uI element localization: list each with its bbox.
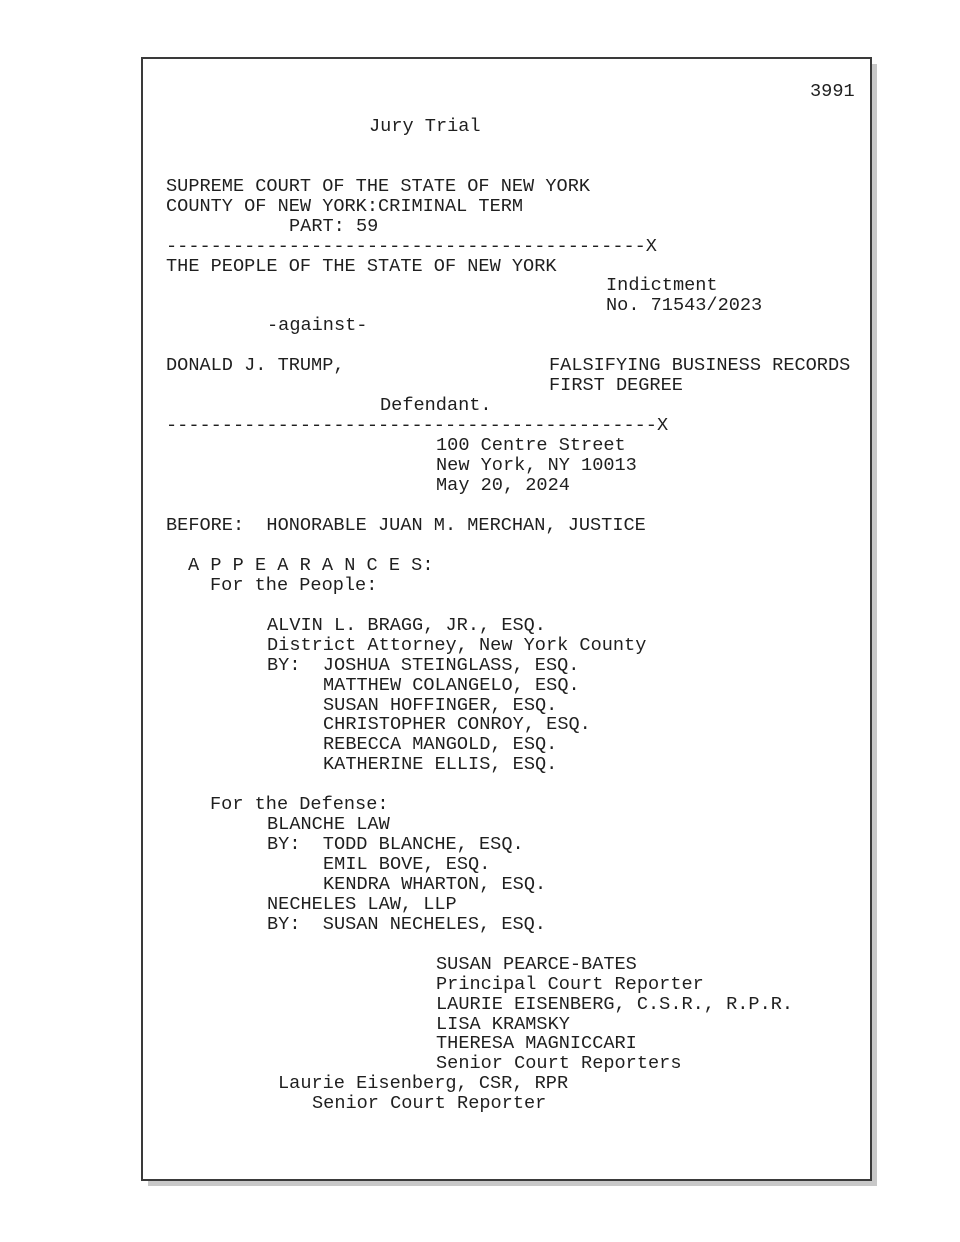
charge-line-1: FALSIFYING BUSINESS RECORDS xyxy=(549,355,851,376)
defendant-name: DONALD J. TRUMP, xyxy=(166,355,345,376)
reporter-line: THERESA MAGNICCARI xyxy=(436,1033,637,1054)
indictment-label: Indictment xyxy=(606,275,718,296)
people-attorney-line: CHRISTOPHER CONROY, ESQ. xyxy=(323,714,591,735)
caption-rule-bottom: --------------------------------------------X xyxy=(166,415,669,436)
appearances-heading: A P P E A R A N C E S: xyxy=(188,555,434,576)
defense-attorney-line: KENDRA WHARTON, ESQ. xyxy=(323,874,547,895)
before-line: BEFORE: HONORABLE JUAN M. MERCHAN, JUSTICE xyxy=(166,515,646,536)
people-attorney-line: ALVIN L. BRAGG, JR., ESQ. xyxy=(267,615,546,636)
page-number: 3991 xyxy=(810,81,855,102)
header-title: Jury Trial xyxy=(369,116,481,137)
people-attorney-line: REBECCA MANGOLD, ESQ. xyxy=(323,734,558,755)
reporter-line: Principal Court Reporter xyxy=(436,974,704,995)
reporter-line: LISA KRAMSKY xyxy=(436,1014,570,1035)
caption-rule-top: -------------------------------------------X xyxy=(166,236,657,257)
against-label: -against- xyxy=(267,315,368,336)
people-label: For the People: xyxy=(210,575,378,596)
reporter-line: SUSAN PEARCE-BATES xyxy=(436,954,637,975)
charge-line-2: FIRST DEGREE xyxy=(549,375,683,396)
signature-title: Senior Court Reporter xyxy=(312,1093,547,1114)
address-city: New York, NY 10013 xyxy=(436,455,637,476)
transcript-page xyxy=(141,57,872,1181)
defense-label: For the Defense: xyxy=(210,794,389,815)
plaintiff: THE PEOPLE OF THE STATE OF NEW YORK xyxy=(166,256,557,277)
defense-attorney-line: BLANCHE LAW xyxy=(267,814,390,835)
court-county: COUNTY OF NEW YORK:CRIMINAL TERM xyxy=(166,196,524,217)
signature-name: Laurie Eisenberg, CSR, RPR xyxy=(278,1073,569,1094)
people-attorney-line: District Attorney, New York County xyxy=(267,635,647,656)
defense-attorney-line: BY: TODD BLANCHE, ESQ. xyxy=(267,834,524,855)
address-street: 100 Centre Street xyxy=(436,435,626,456)
defendant-label: Defendant. xyxy=(380,395,492,416)
people-attorney-line: KATHERINE ELLIS, ESQ. xyxy=(323,754,558,775)
reporter-line: Senior Court Reporters xyxy=(436,1053,682,1074)
people-attorney-line: MATTHEW COLANGELO, ESQ. xyxy=(323,675,580,696)
defense-attorney-line: BY: SUSAN NECHELES, ESQ. xyxy=(267,914,546,935)
people-attorney-line: SUSAN HOFFINGER, ESQ. xyxy=(323,695,558,716)
court-part: PART: 59 xyxy=(289,216,379,237)
reporter-line: LAURIE EISENBERG, C.S.R., R.P.R. xyxy=(436,994,794,1015)
defense-attorney-line: NECHELES LAW, LLP xyxy=(267,894,457,915)
people-attorney-line: BY: JOSHUA STEINGLASS, ESQ. xyxy=(267,655,580,676)
hearing-date: May 20, 2024 xyxy=(436,475,570,496)
court-name: SUPREME COURT OF THE STATE OF NEW YORK xyxy=(166,176,591,197)
indictment-number: No. 71543/2023 xyxy=(606,295,763,316)
defense-attorney-line: EMIL BOVE, ESQ. xyxy=(323,854,491,875)
